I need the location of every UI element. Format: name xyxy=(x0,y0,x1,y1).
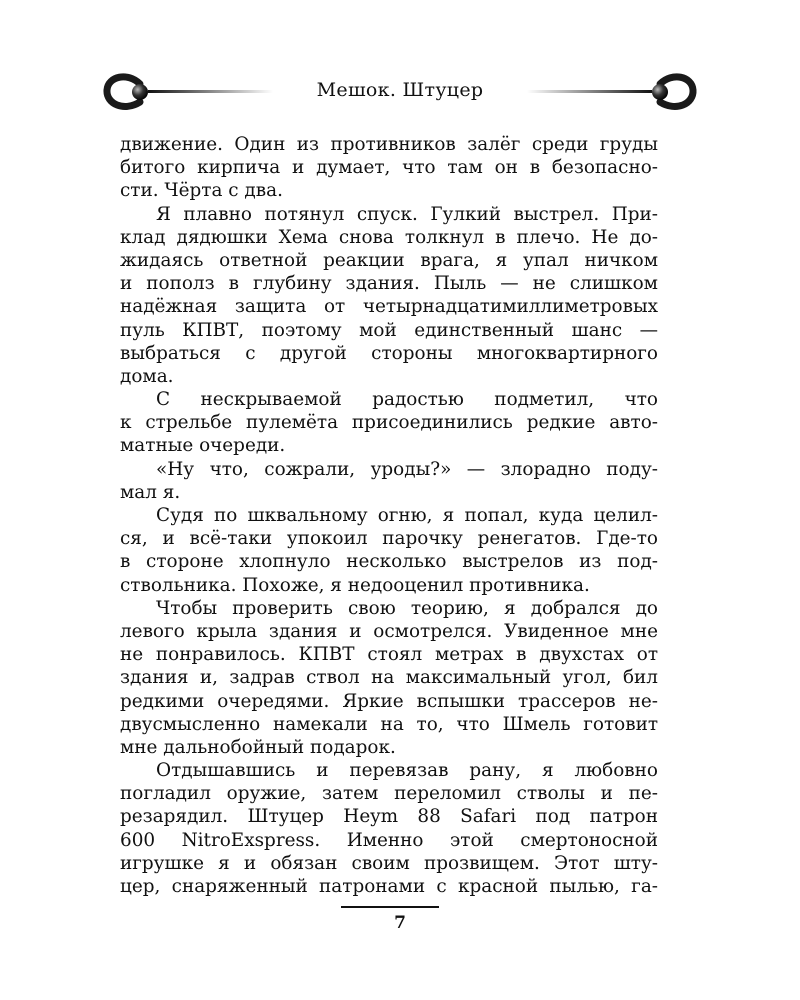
text-line: надёжная защита от четырнадцатимиллиметровых xyxy=(120,296,658,318)
text-line: движение. Один из противников залёг среди груды xyxy=(120,134,658,155)
text-line: Судя по шквальному огню, я попал, куда целил- xyxy=(156,505,658,526)
text-line: матные очереди. xyxy=(120,435,286,457)
text-line: клад дядюшки Хема снова толкнул в плечо. Не до- xyxy=(120,226,658,248)
text-line: выбраться с другой стороны многоквартирного xyxy=(120,342,658,364)
text-line: битого кирпича и думает, что там он в безопасно- xyxy=(120,157,658,179)
text-line: двусмысленно намекали на то, что Шмель готовит xyxy=(120,713,658,735)
text-line: цер, снаряженный патронами с красной пылью, га- xyxy=(120,876,658,897)
text-line: дома. xyxy=(120,365,174,387)
text-line: жидаясь ответной реакции врага, я упал ничком xyxy=(120,249,658,271)
text-line: «Ну что, сожрали, уроды?» — злорадно поду- xyxy=(156,458,658,480)
text-line: Чтобы проверить свою теорию, я добрался до xyxy=(156,597,658,619)
text-line: сти. Чёрта с два. xyxy=(120,180,283,202)
text-line: мал я. xyxy=(120,481,181,503)
text-line: ствольника. Похоже, я недооценил противника. xyxy=(120,574,590,596)
text-line: левого крыла здания и осмотрелся. Увиденное мне xyxy=(120,620,658,642)
text-line: к стрельбе пулемёта присоединились редкие авто- xyxy=(120,412,658,434)
text-line: погладил оружие, затем переломил стволы и пе- xyxy=(120,783,658,805)
text-line: резарядил. Штуцер Heym 88 Safari под патрон xyxy=(120,806,658,828)
text-line: в стороне хлопнуло несколько выстрелов из под- xyxy=(120,551,658,573)
text-line: мне дальнобойный подарок. xyxy=(120,736,396,758)
text-line: С нескрываемой радостью подметил, что xyxy=(156,389,658,411)
text-line: ся, и всё-таки упокоил парочку ренегатов. Где-то xyxy=(120,528,658,550)
text-line: редкими очередями. Яркие вспышки трассеров не- xyxy=(120,690,658,712)
text-line: и пополз в глубину здания. Пыль — не слишком xyxy=(120,273,658,295)
body-text xyxy=(120,133,658,898)
text-line: Отдышавшись и перевязав рану, я любовно xyxy=(156,760,658,782)
text-line: здания и, задрав ствол на максимальный угол, бил xyxy=(120,667,658,689)
text-line: 600 NitroExspress. Именно этой смертоносной xyxy=(120,829,658,851)
running-title: Мешок. Штуцер xyxy=(316,79,484,101)
page-number: 7 xyxy=(394,913,406,933)
text-line: не понравилось. КПВТ стоял метрах в двухстах от xyxy=(120,644,658,666)
text-line: пуль КПВТ, поэтому мой единственный шанс — xyxy=(120,319,658,341)
text-line: игрушке я и обязан своим прозвищем. Этот шту- xyxy=(120,852,658,874)
page-header xyxy=(0,62,800,122)
text-line: Я плавно потянул спуск. Гулкий выстрел. При- xyxy=(156,203,658,225)
folio-rule xyxy=(341,906,439,908)
